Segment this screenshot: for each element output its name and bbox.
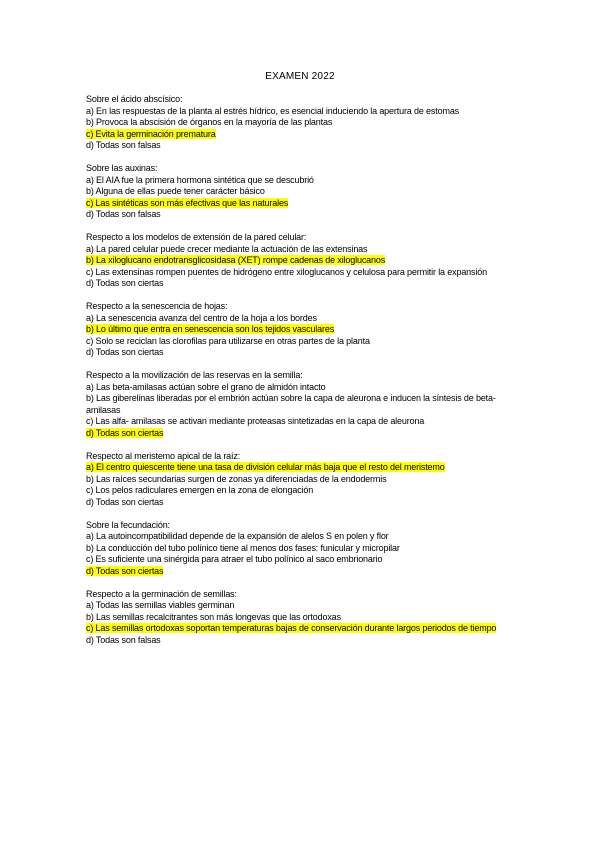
- answer-option-highlighted: [86, 566, 526, 578]
- answer-option-text: b) Las semillas recalcitrantes son más longevas que las ortodoxas: [86, 611, 341, 622]
- answer-option-text: c) Es suficiente una sinérgida para atraer el tubo polínico al saco embrionario: [86, 554, 383, 564]
- answer-option: [86, 209, 526, 221]
- answer-option-text: d) Todas son ciertas: [86, 427, 164, 438]
- answer-option-text: b) Las giberelinas liberadas por el embrión actúan sobre la capa de aleurona e inducen la síntesis de beta-amilasas: [86, 393, 496, 415]
- answer-option-text: b) Lo último que entra en senescencia son los tejidos vasculares: [86, 324, 335, 334]
- question-text: Respecto a la movilización de las reservas en la semilla:: [86, 370, 303, 380]
- answer-option-highlighted: [86, 462, 526, 474]
- answer-option-text: c) Las extensinas rompen puentes de hidrógeno entre xiloglucanos y celulosa para permitir la expansión: [86, 266, 487, 277]
- answer-option-highlighted: [86, 623, 526, 635]
- answer-option-text: a) El AIA fue la primera hormona sintética que se descubrió: [86, 174, 314, 185]
- answer-option-highlighted: [86, 255, 526, 267]
- answer-option: [86, 106, 526, 118]
- question-text: Sobre el ácido abscísico:: [86, 94, 183, 104]
- answer-option: [86, 635, 526, 647]
- answer-option-text: b) Alguna de ellas puede tener carácter básico: [86, 186, 265, 196]
- answer-option-text: a) La autoincompatibilidad depende de la expansión de alelos S en polen y flor: [86, 531, 389, 541]
- answer-option-text: b) Las raíces secundarias surgen de zonas ya diferenciadas de la endodermis: [86, 473, 387, 484]
- question-text: Sobre las auxinas:: [86, 163, 158, 173]
- answer-option-text: d) Todas son ciertas: [86, 565, 164, 576]
- answer-option-text: a) Todas las semillas viables germinan: [86, 600, 235, 610]
- question-block: [86, 163, 526, 221]
- answer-option-text: a) El centro quiescente tiene una tasa de división celular más baja que el resto del meristemo: [86, 462, 445, 472]
- question-text: Respecto a la germinación de semillas:: [86, 588, 237, 599]
- answer-option-text: b) Provoca la abscisión de órganos en la mayoría de las plantas: [86, 117, 333, 127]
- answer-option-text: d) Todas son ciertas: [86, 496, 164, 507]
- answer-option-text: c) Los pelos radiculares emergen en la zona de elongación: [86, 485, 314, 495]
- answer-option: [86, 278, 526, 290]
- answer-option-text: c) Evita la germinación prematura: [86, 128, 216, 139]
- answer-option-text: a) La senescencia avanza del centro de la hoja a los bordes: [86, 312, 317, 323]
- question-text: Respecto a la senescencia de hojas:: [86, 301, 228, 311]
- question-text: Sobre la fecundación:: [86, 519, 170, 530]
- answer-option-highlighted: [86, 129, 526, 141]
- answer-option-text: d) Todas son ciertas: [86, 278, 164, 288]
- answer-option-text: d) Todas son falsas: [86, 209, 161, 219]
- question-block: [86, 370, 526, 439]
- answer-option: [86, 313, 526, 325]
- answer-option-text: c) Las sintéticas son más efectivas que las naturales: [86, 197, 289, 208]
- question-text: Respecto a los modelos de extensión de la pared celular:: [86, 232, 307, 242]
- page-title: EXAMEN 2022: [265, 71, 335, 82]
- answer-option: [86, 347, 526, 359]
- answer-option: [86, 186, 526, 198]
- question-list: [86, 94, 526, 658]
- answer-option: [86, 600, 526, 612]
- answer-option: [86, 244, 526, 256]
- answer-option: [86, 485, 526, 497]
- answer-option-text: b) La conducción del tubo polínico tiene al menos dos fases: funicular y micropilar: [86, 542, 400, 553]
- answer-option: [86, 393, 526, 416]
- answer-option-text: c) Solo se reciclan las clorofilas para utilizarse en otras partes de la planta: [86, 335, 370, 346]
- answer-option: [86, 543, 526, 555]
- answer-option: [86, 531, 526, 543]
- answer-option-text: d) Todas son falsas: [86, 140, 161, 150]
- question-block: [86, 301, 526, 359]
- answer-option-highlighted: [86, 324, 526, 336]
- question-text: Respecto al meristemo apical de la raíz:: [86, 450, 241, 461]
- answer-option-text: b) La xiloglucano endotransglicosidasa (XET) rompe cadenas de xiloglucanos: [86, 255, 386, 265]
- question-block: [86, 451, 526, 509]
- question-block: [86, 232, 526, 290]
- answer-option-text: d) Todas son falsas: [86, 634, 161, 645]
- answer-option-text: a) La pared celular puede crecer mediante la actuación de las extensinas: [86, 243, 368, 254]
- answer-option: [86, 336, 526, 348]
- answer-option: [86, 267, 526, 279]
- answer-option: [86, 382, 526, 394]
- answer-option: [86, 554, 526, 566]
- answer-option: [86, 175, 526, 187]
- answer-option-text: c) Las semillas ortodoxas soportan temperaturas bajas de conservación durante largos periodos de tiempo: [86, 623, 497, 633]
- question-block: [86, 520, 526, 578]
- answer-option: [86, 117, 526, 129]
- answer-option-highlighted: [86, 198, 526, 210]
- question-block: [86, 94, 526, 152]
- answer-option-text: a) Las beta-amilasas actúan sobre el grano de almidón intacto: [86, 381, 326, 392]
- answer-option-text: a) En las respuestas de la planta al estrés hídrico, es esencial induciendo la apertura de estomas: [86, 105, 460, 116]
- answer-option-highlighted: [86, 428, 526, 440]
- answer-option: [86, 416, 526, 428]
- answer-option-text: c) Las alfa- amilasas se activan mediante proteasas sintetizadas en la capa de aleurona: [86, 416, 425, 426]
- question-block: [86, 589, 526, 647]
- answer-option-text: d) Todas son ciertas: [86, 347, 164, 357]
- answer-option: [86, 474, 526, 486]
- answer-option: [86, 497, 526, 509]
- answer-option: [86, 140, 526, 152]
- answer-option: [86, 612, 526, 624]
